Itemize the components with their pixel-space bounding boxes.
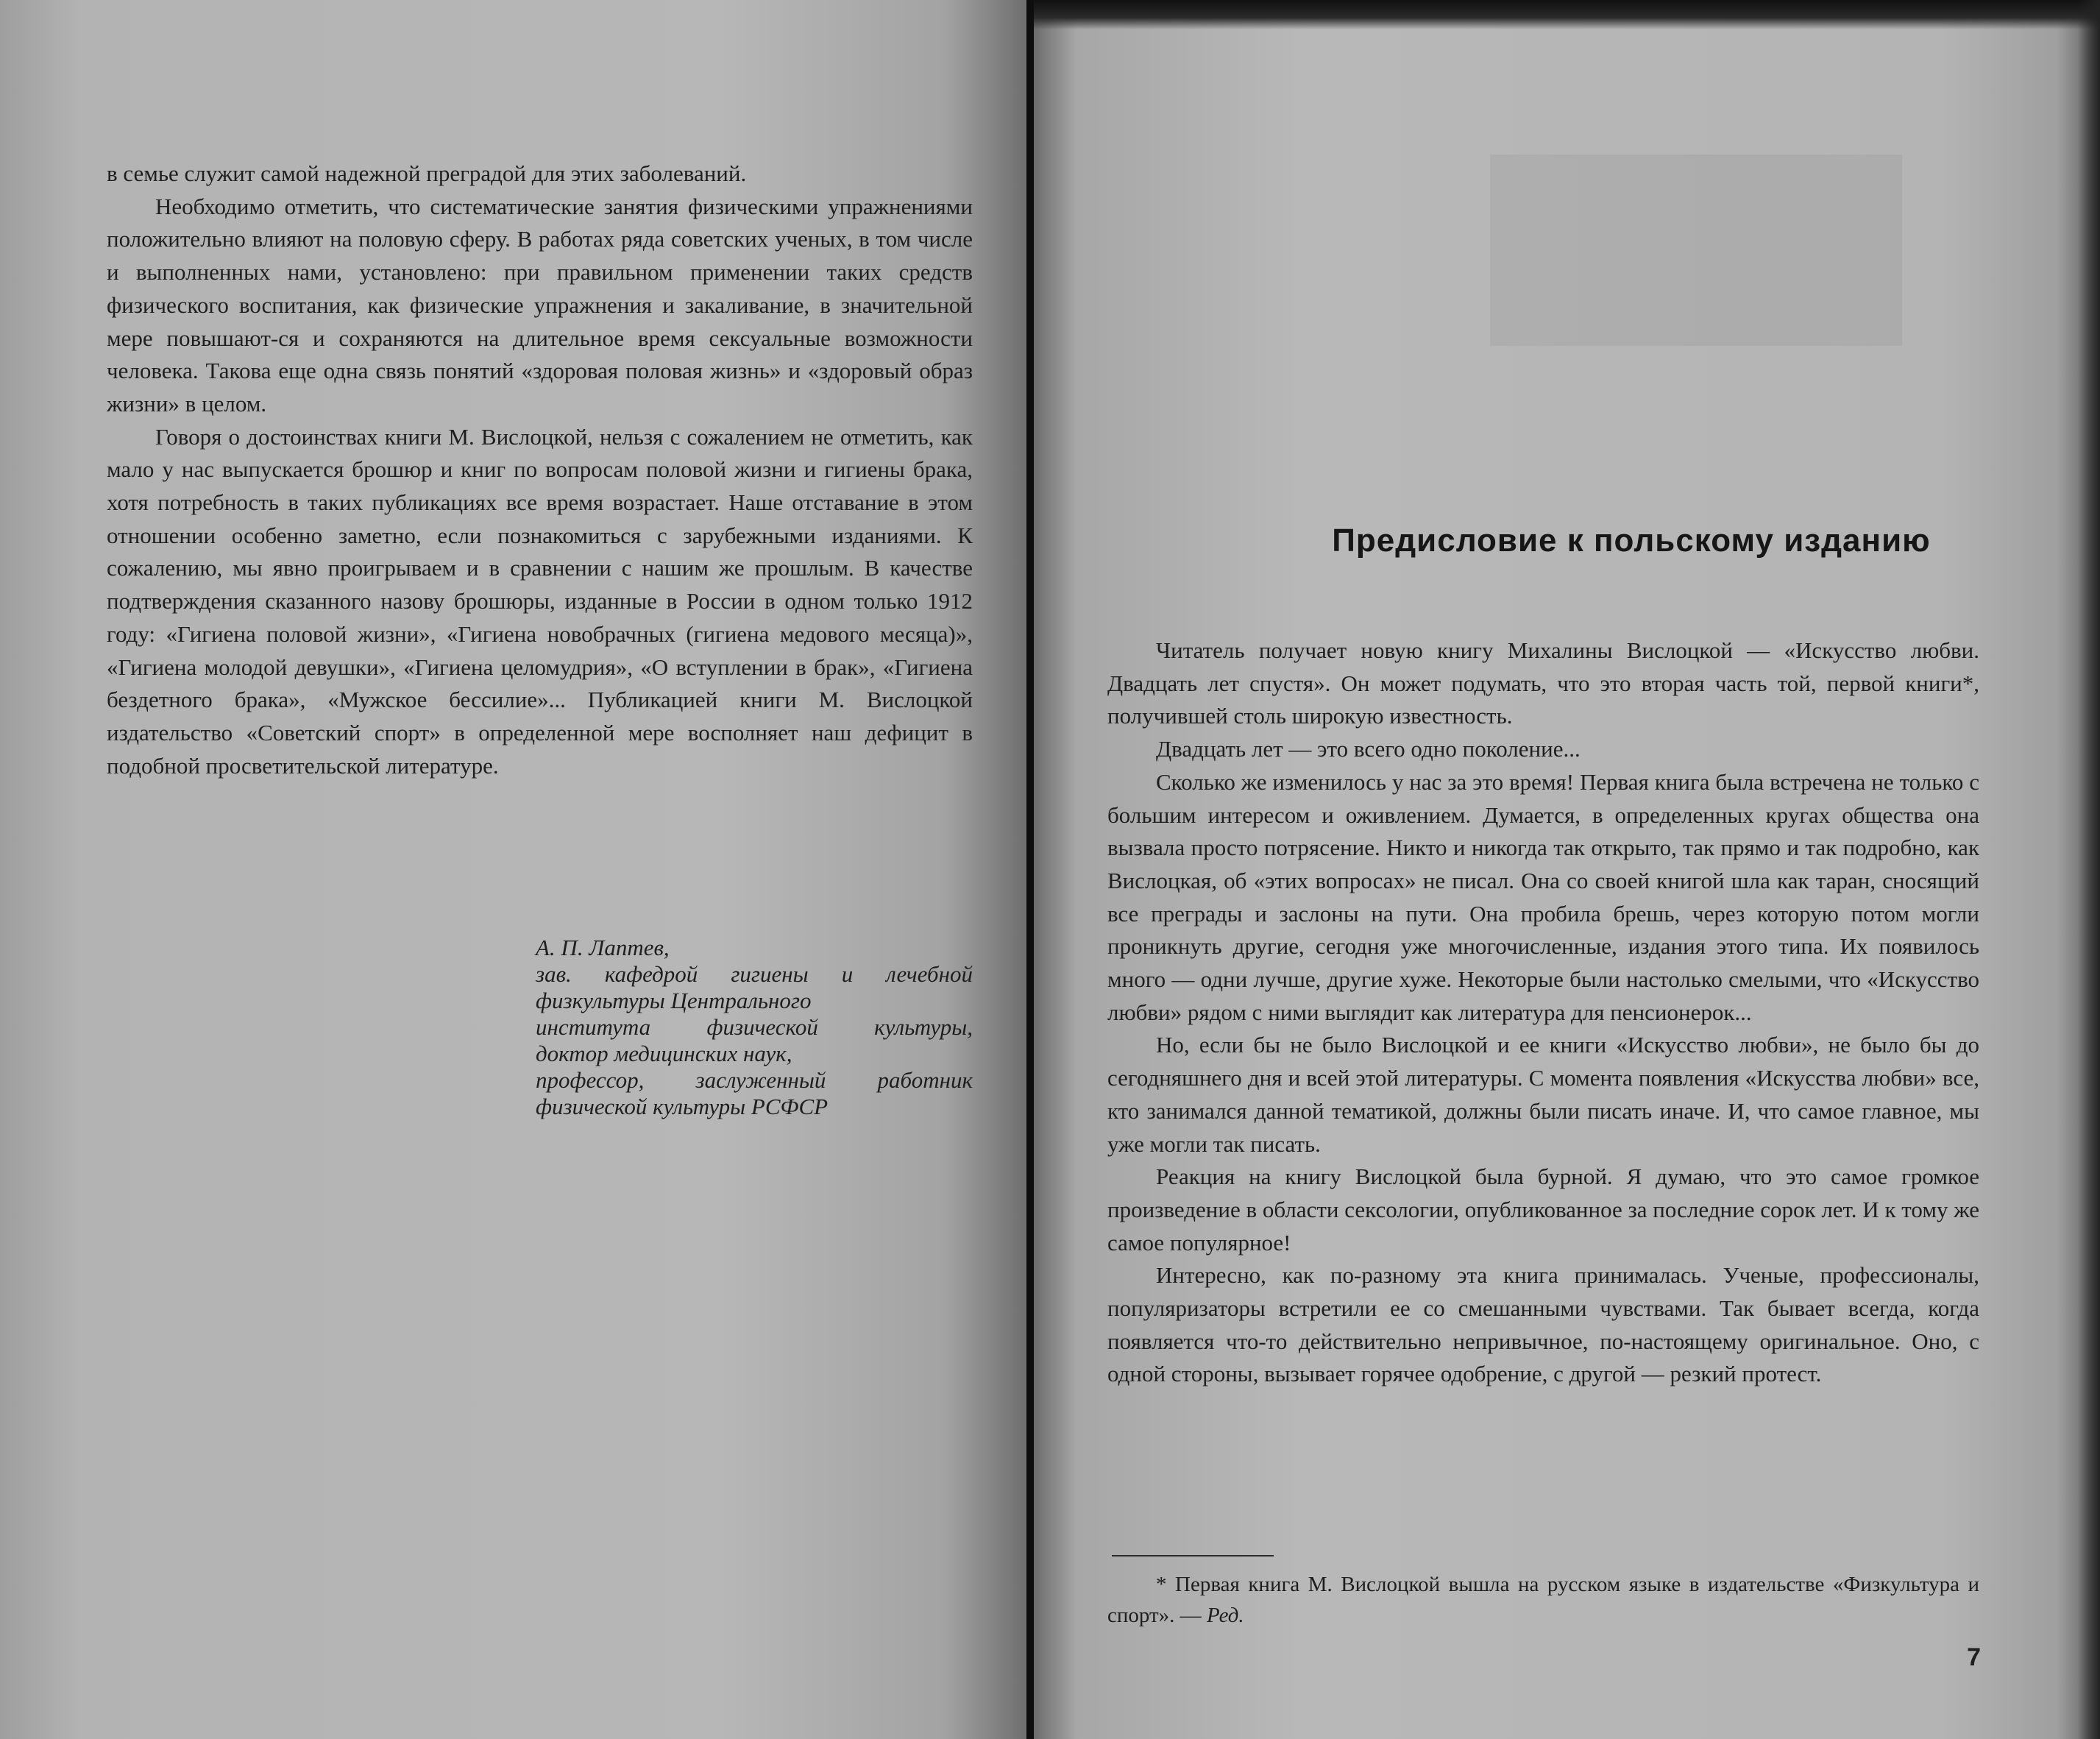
bleed-through-smudge bbox=[1490, 155, 1902, 346]
paragraph: в семье служит самой надежной преградой для этих заболеваний. bbox=[107, 160, 747, 186]
signature-line: института физической культуры, bbox=[536, 1014, 973, 1040]
signature-line: доктор медицинских наук, bbox=[536, 1041, 792, 1066]
section-heading: Предисловие к польскому изданию bbox=[1332, 523, 1931, 559]
left-page-body bbox=[107, 157, 973, 782]
right-edge-shadow bbox=[2078, 0, 2100, 1739]
paragraph: Реакция на книгу Вислоцкой была бурной. Я думаю, что это самое громкое произведение в области сексологии, опубликованное за последние сорок лет. И к тому же самое популярное! bbox=[1107, 1164, 1979, 1255]
paragraph: Читатель получает новую книгу Михалины Вислоцкой — «Искусство любви. Двадцать лет спустя». Он может подумать, что это вторая часть той, первой книги*, получившей столь широкую известность. bbox=[1107, 637, 1979, 729]
signature-line: зав. кафедрой гигиены и лечебной bbox=[536, 961, 973, 987]
right-page bbox=[1034, 7, 2100, 1739]
paragraph: Интересно, как по-разному эта книга принималась. Ученые, профессионалы, популяризаторы встретили ее со смешанными чувствами. Так бывает всегда, когда появляется что-то действительно непривычное, по-настоящему оригинальное. Оно, с одной стороны, вызывает горячее одобрение, с другой — резкий протест. bbox=[1107, 1262, 1979, 1387]
signature-line: физкультуры Центрального bbox=[536, 988, 812, 1013]
signature-line: профессор, заслуженный работник bbox=[536, 1067, 973, 1093]
paragraph: Двадцать лет — это всего одно поколение... bbox=[1156, 736, 1581, 762]
footnote-rule bbox=[1112, 1555, 1274, 1556]
paragraph: Говоря о достоинствах книги М. Вислоцкой, нельзя с сожалением не отметить, как мало у нас выпускается брошюр и книг по вопросам половой жизни и гигиены брака, хотя потребность в таких публикациях все время возрастает. Наше отставание в этом отношении особенно заметно, если познакомиться с зарубежными изданиями. К сожалению, мы явно проигрываем и в сравнении с нашим же прошлым. В качестве подтверждения сказанного назову брошюры, изданные в России в одном только 1912 году: «Гигиена половой жизни», «Гигиена новобрачных (гигиена медового месяца)», «Гигиена молодой девушки», «Гигиена целомудрия», «О вступлении в брак», «Гигиена бездетного брака», «Мужское бессилие»... Публикацией книги М. Вислоцкой издательство «Советский спорт» в определенной мере восполняет наш дефицит в подобной просветительской литературе. bbox=[107, 423, 973, 779]
page-number: 7 bbox=[1967, 1643, 1981, 1671]
footnote-text-wrapper bbox=[1107, 1569, 1979, 1631]
left-page bbox=[0, 0, 1026, 1739]
author-signature bbox=[536, 935, 973, 1120]
paragraph: Но, если бы не было Вислоцкой и ее книги «Искусство любви», не было бы до сегодняшнего дня и всей этой литературы. С момента появления «Искусства любви» все, кто занимался данной тематикой, должны были писать иначе. И, что самое главное, мы уже могли так писать. bbox=[1107, 1032, 1979, 1157]
footnote-editor: Ред. bbox=[1206, 1604, 1244, 1627]
paragraph: Сколько же изменилось у нас за это время! Первая книга была встречена не только с большим интересом и оживлением. Думается, в определенных кругах общества она вызвала просто потрясение. Никто и никогда так открыто, так прямо и так подробно, как Вислоцкая, об «этих вопросах» не писал. Она со своей книгой шла как таран, сносящий все преграды и заслоны на пути. Она пробила брешь, через которую потом могли проникнуть другие, сегодня уже многочисленные, издания этого типа. Их появилось много — одни лучше, другие хуже. Некоторые были настолько смелыми, что «Искусство любви» рядом с ними выглядит как литература для пенсионерок... bbox=[1107, 768, 1979, 1025]
top-shadow bbox=[1034, 0, 2100, 29]
footnote-text: * Первая книга М. Вислоцкой вышла на русском языке в издательстве «Физкультура и спорт». — bbox=[1107, 1573, 1979, 1627]
paragraph: Необходимо отметить, что систематические занятия физическими упражнениями положительно влияют на половую сферу. В работах ряда советских ученых, в том числе и выполненных нами, установлено: при правильном применении таких средств физического воспитания, как физические упражнения и закаливание, в значительной мере повышают-ся и сохраняются на длительное время сексуальные возможности человека. Такова еще одна связь понятий «здоровая половая жизнь» и «здоровый образ жизни» в целом. bbox=[107, 193, 973, 417]
footnote bbox=[1107, 1569, 1979, 1631]
right-page-body bbox=[1107, 634, 1979, 1391]
signature-line: физической культуры РСФСР bbox=[536, 1094, 829, 1119]
signature-name: А. П. Лаптев, bbox=[536, 935, 670, 960]
